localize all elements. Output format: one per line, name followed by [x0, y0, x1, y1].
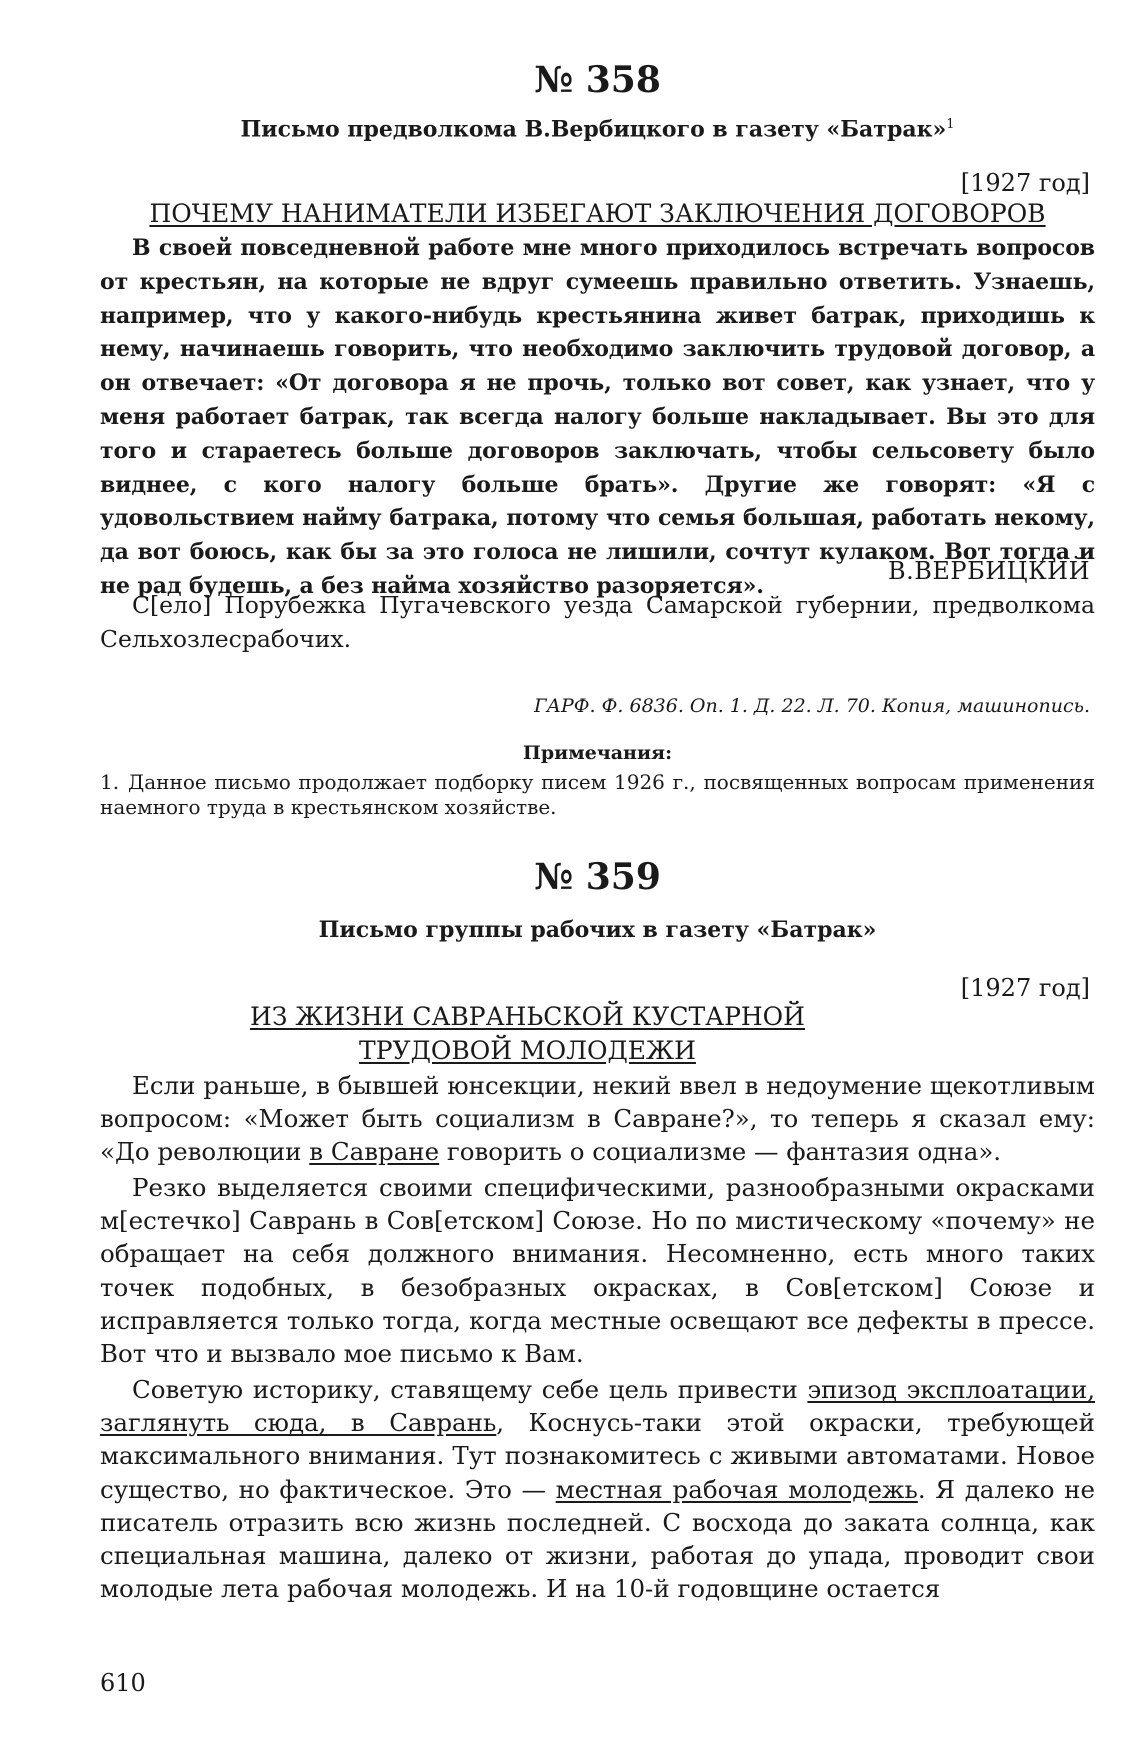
doc-359-heading: Письмо группы рабочих в газету «Батрак» — [318, 917, 877, 943]
doc-359-date: [1927 год] — [960, 974, 1090, 1002]
doc-358-signature: В.ВЕРБИЦКИЙ — [888, 557, 1090, 585]
doc-358-notes-title: Примечания: — [522, 742, 673, 764]
paragraph-3-text-b: , Коснусь-таки этой окраски, требующей максимального внимания. Тут познакомитесь с живыми автоматами. Новое существо, но фактическое. Это — — [100, 1408, 1095, 1504]
doc-358-paragraph: В своей повседневной работе мне много приходилось встречать вопросов от крестьян, на которые не вдруг сумеешь правильно ответить. Узнаешь, например, что у какого-нибудь крестьянина живет батрак, приходишь к нему, начинаешь говорить, что необходимо заключить трудовой договор, а он отвечает: «От договора я не прочь, только вот совет, как узнает, что у меня работает батрак, так всегда налогу больше накладывает. Вы это для того и стараетесь больше договоров заключать, чтобы сельсовету было виднее, с кого налогу больше брать». Другие же говорят: «Я с удовольствием найму батрака, потому что семья большая, работать некому, да вот боюсь, как бы за это голоса не лишили, сочтут кулаком. Вот тогда и не рад будешь, а без найма хозяйство разоряется». — [100, 235, 1095, 599]
page-number: 610 — [100, 1669, 146, 1697]
paragraph-1-text-a: Если раньше, в бывшей юнсекции, некий ввел в недоумение щекотливым вопросом: «Может быть социализм в Савране?», то теперь я сказал ему: «До революции — [100, 1071, 1095, 1167]
doc-359-article-title-line-2: ТРУДОВОЙ МОЛОДЕЖИ — [359, 1036, 696, 1065]
note-text: Данное письмо продолжает подборку писем 1926 г., посвященных вопросам применения наемного труда в крестьянском хозяйстве. — [100, 770, 1095, 819]
doc-359-number: № 359 — [534, 856, 661, 898]
doc-359-paragraph-3 — [100, 1373, 1095, 1605]
note-number: 1. — [100, 770, 120, 794]
doc-358-heading-footnote-mark: 1 — [946, 117, 955, 132]
doc-359-paragraph-2: Резко выделяется своими специфическими, разнообразными окрасками м[естечко] Саврань в Сов[етском] Союзе. Но по мистическому «почему» не обращает на себя должного внимания. Несомненно, есть много таких точек подобных, в безобразных окрасках, в Сов[етском] Союзе и исправляется только тогда, когда местные освещают все дефекты в прессе. Вот что и вызвало мое письмо к Вам. — [100, 1173, 1095, 1369]
doc-358-heading-text: Письмо предволкома В.Вербицкого в газету «Батрак» — [240, 116, 947, 143]
doc-358-archive-reference: ГАРФ. Ф. 6836. Оп. 1. Д. 22. Л. 70. Копия, машинопись. — [534, 695, 1090, 717]
paragraph-3-text-c: . Я далеко не писатель отразить всю жизнь последней. С восхода до заката солнца, как специальная машина, далеко от жизни, работая до упада, проводит свои молодые лета рабочая молодежь. И на 10-й годовщине остается — [100, 1474, 1095, 1604]
doc-358-article-title: ПОЧЕМУ НАНИМАТЕЛИ ИЗБЕГАЮТ ЗАКЛЮЧЕНИЯ ДОГОВОРОВ — [149, 199, 1046, 228]
paragraph-3-underlined-2: местная рабочая молодежь — [555, 1474, 918, 1504]
paragraph-3-text-a: Советую историку, ставящему себе цель привести — [132, 1375, 808, 1404]
doc-358-number: № 358 — [534, 59, 661, 101]
paragraph-3-underlined-1: эпизод эксплоатации, заглянуть сюда, в Саврань — [100, 1375, 1096, 1438]
doc-359-paragraph-1 — [100, 1069, 1095, 1169]
paragraph-1-underlined: в Савране — [309, 1137, 440, 1167]
doc-358-date: [1927 год] — [960, 169, 1090, 197]
document-page — [100, 0, 1095, 1746]
doc-358-address: С[ело] Порубежка Пугачевского уезда Самарской губернии, предволкома Сельхозлесрабочих. — [100, 591, 1095, 653]
paragraph-1-text-b: говорить о социализме — фантазия одна». — [439, 1137, 1002, 1167]
doc-358-heading — [100, 110, 1095, 144]
doc-359-article-title-line-1: ИЗ ЖИЗНИ САВРАНЬСКОЙ КУСТАРНОЙ — [250, 1002, 805, 1031]
doc-358-note-item — [100, 770, 1095, 820]
